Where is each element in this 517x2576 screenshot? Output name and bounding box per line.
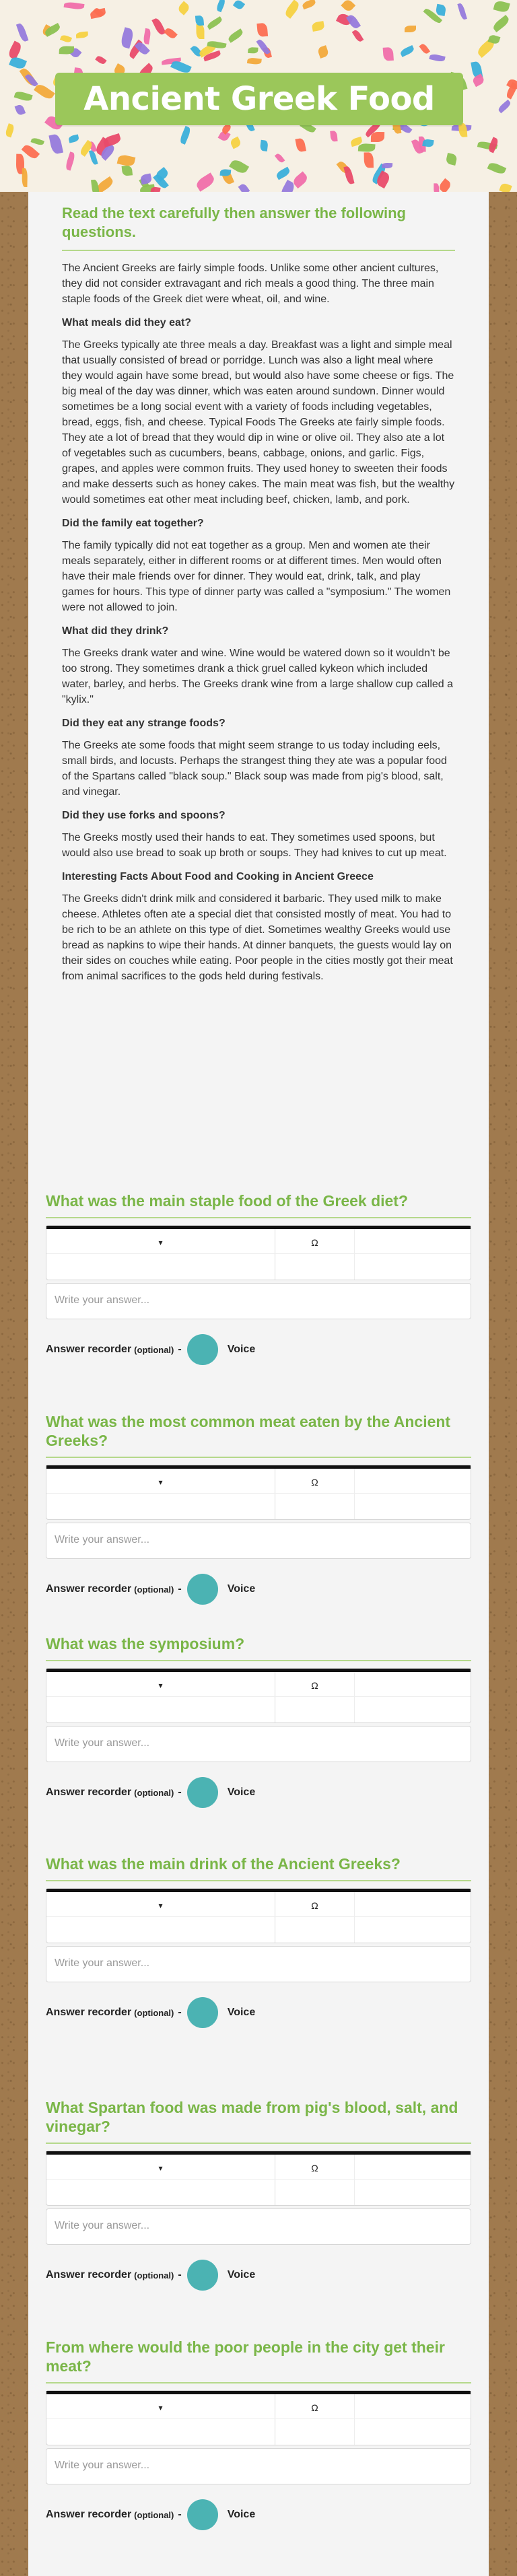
leaf-decoration (143, 28, 151, 45)
section-text: The Greeks didn't drink milk and considered it barbaric. They used milk to make cheese. Athletes often ate a special diet that consisted mostly of meat. You had to be rich to be an athlete on this type of diet. Sometimes wealthy Greeks would use bread as napkins to wipe their hands. At dinner banquets, the guests would lay on their sides on couches while eating. Poor people in the cities mostly got their meat from animal sacrifices to the gods held during festivals. (62, 893, 453, 982)
section-text: The Greeks ate some foods that might seem strange to us today including eels, small birds, and locusts. Perhaps the strangest thing they ate was a popular food of the Spartans called "black soup." Black soup was made from pig's blood, salt, and vinegar. (62, 740, 447, 798)
toolbar-divider (46, 1253, 471, 1254)
answer-recorder (46, 2499, 471, 2530)
format-dropdown[interactable] (46, 1229, 275, 1280)
leaf-decoration (233, 0, 245, 11)
toolbar-empty (355, 1229, 471, 1280)
leaf-decoration (197, 24, 205, 39)
editor-toolbar (46, 1889, 471, 1943)
toolbar-divider (46, 1916, 471, 1917)
special-characters-button[interactable] (275, 2394, 355, 2445)
answer-input[interactable]: Write your answer... (46, 1946, 471, 1982)
leaf-decoration (429, 53, 446, 63)
rich-text-editor[interactable] (46, 1465, 471, 1520)
omega-icon: Ω (311, 2162, 318, 2173)
section-text: The Greeks mostly used their hands to eat. They sometimes used spoons, but would also use bread to soak up broth or soups. They had knives to cut up meat. (62, 832, 447, 859)
recorder-dash: - (178, 1583, 182, 1595)
recorder-dash: - (178, 2007, 182, 2018)
answer-recorder (46, 1574, 471, 1605)
recorder-label: Answer recorder (46, 1786, 132, 1798)
leaf-decoration (499, 182, 512, 192)
rich-text-editor[interactable] (46, 1225, 471, 1280)
answer-input[interactable]: Write your answer... (46, 2208, 471, 2245)
leaf-decoration (317, 45, 329, 59)
leaf-decoration (364, 152, 374, 168)
leaf-decoration (229, 158, 249, 176)
rich-text-editor[interactable] (46, 2390, 471, 2445)
answer-input[interactable]: Write your answer... (46, 2448, 471, 2484)
leaf-decoration (22, 143, 40, 160)
answer-input[interactable]: Write your answer... (46, 1283, 471, 1319)
leaf-decoration (195, 173, 216, 192)
leaf-decoration (60, 34, 72, 43)
record-voice-button[interactable] (187, 2260, 218, 2291)
leaf-decoration (246, 57, 261, 65)
question-title: What Spartan food was made from pig's blood, salt, and vinegar? (46, 2098, 471, 2144)
answer-recorder (46, 1334, 471, 1365)
reading-passage (28, 192, 489, 984)
leaf-decoration (122, 165, 133, 176)
recorder-label: Answer recorder (46, 1344, 132, 1355)
recorder-dash: - (178, 1786, 182, 1798)
section-text: The Ancient Greeks are fairly simple foods. Unlike some other ancient cultures, they did not consider extravagant and rich meals a good thing. The three main staple foods of the Greek diet were wheat, oil, and wine. (62, 263, 439, 305)
leaf-decoration (487, 137, 499, 153)
leaf-decoration (275, 152, 285, 164)
leaf-decoration (119, 27, 135, 49)
answer-recorder (46, 1997, 471, 2028)
recorder-label: Answer recorder (46, 2007, 132, 2018)
section-text: The family typically did not eat together as a group. Men and women ate their meals separately, either in different rooms or at different times. Men would often have their male friends over for dinner. They would eat, drink, talk, and play games for hours. This type of dinner party was called a "symposium." The women were not allowed to join. (62, 540, 451, 613)
chevron-down-icon: ▾ (158, 2402, 163, 2412)
leaf-decoration (30, 137, 44, 146)
recorder-label: Answer recorder (46, 1583, 132, 1595)
leaf-decoration (260, 140, 268, 151)
answer-input[interactable]: Write your answer... (46, 1523, 471, 1559)
leaf-decoration (238, 183, 250, 192)
section-heading: Did they use forks and spoons? (62, 810, 226, 821)
leaf-decoration (493, 0, 510, 13)
voice-label: Voice (227, 1344, 256, 1355)
worksheet (28, 192, 489, 2576)
leaf-decoration (164, 27, 178, 40)
leaf-decoration (302, 0, 317, 9)
leaf-decoration (434, 183, 439, 192)
leaf-decoration (63, 1, 84, 10)
leaf-decoration (227, 28, 244, 42)
leaf-decoration (487, 162, 506, 176)
toolbar-divider (46, 2418, 471, 2419)
question-block (28, 1854, 489, 2028)
recorder-dash: - (178, 2509, 182, 2520)
header-banner (0, 0, 517, 192)
toolbar-empty (355, 1469, 471, 1519)
editor-toolbar (46, 2151, 471, 2205)
record-voice-button[interactable] (187, 2499, 218, 2530)
leaf-decoration (219, 168, 231, 176)
record-voice-button[interactable] (187, 1574, 218, 1605)
leaf-decoration (343, 166, 354, 184)
question-title: What was the most common meat eaten by the Ancient Greeks? (46, 1412, 471, 1458)
leaf-decoration (436, 4, 446, 16)
omega-icon: Ω (311, 1900, 318, 1911)
recorder-label: Answer recorder (46, 2509, 132, 2520)
toolbar-empty (355, 2394, 471, 2445)
section-heading: Interesting Facts About Food and Cooking in Ancient Greece (62, 871, 374, 882)
leaf-decoration (383, 47, 394, 61)
recorder-optional-label: (optional) (134, 1344, 174, 1355)
leaf-decoration (419, 42, 430, 55)
leaf-decoration (215, 0, 226, 12)
leaf-decoration (491, 15, 511, 32)
format-dropdown[interactable] (46, 1469, 275, 1519)
chevron-down-icon: ▾ (158, 1900, 163, 1910)
leaf-decoration (405, 26, 417, 32)
passage-body (62, 260, 455, 984)
format-dropdown[interactable] (46, 2155, 275, 2205)
instruction-heading: Read the text carefully then answer the following questions. (62, 192, 455, 251)
recorder-optional-label: (optional) (134, 2007, 174, 2018)
leaf-decoration (352, 29, 364, 43)
recorder-label: Answer recorder (46, 2269, 132, 2281)
record-voice-button[interactable] (187, 1997, 218, 2028)
section-heading: What meals did they eat? (62, 317, 192, 328)
question-block (28, 2098, 489, 2291)
toolbar-empty (355, 2155, 471, 2205)
editor-toolbar (46, 1226, 471, 1280)
question-title: What was the main staple food of the Greek diet? (46, 1191, 471, 1218)
leaf-decoration (357, 143, 375, 152)
leaf-decoration (90, 8, 106, 19)
recorder-optional-label: (optional) (134, 1584, 174, 1595)
recorder-optional-label: (optional) (134, 2509, 174, 2520)
record-voice-button[interactable] (187, 1334, 218, 1365)
leaf-decoration (65, 151, 76, 170)
voice-label: Voice (227, 2007, 256, 2018)
toolbar-divider (46, 1696, 471, 1697)
voice-label: Voice (227, 2269, 256, 2281)
question-block (28, 2338, 489, 2530)
answer-recorder (46, 2260, 471, 2291)
recorder-dash: - (178, 2269, 182, 2281)
toolbar-empty (355, 1892, 471, 1943)
leaf-decoration (382, 162, 392, 168)
leaf-decoration (346, 13, 361, 30)
question-block (28, 1412, 489, 1605)
leaf-decoration (176, 1, 191, 15)
answer-input[interactable]: Write your answer... (46, 1726, 471, 1762)
recorder-optional-label: (optional) (134, 2270, 174, 2281)
leaf-decoration (151, 18, 166, 36)
omega-icon: Ω (311, 1476, 318, 1488)
leaf-decoration (422, 138, 434, 147)
leaf-decoration (15, 103, 26, 116)
record-voice-button[interactable] (187, 1777, 218, 1808)
chevron-down-icon: ▾ (158, 1237, 163, 1247)
rich-text-editor[interactable] (46, 1888, 471, 1943)
leaf-decoration (206, 17, 223, 30)
toolbar-divider (46, 2179, 471, 2180)
answer-recorder (46, 1777, 471, 1808)
section-heading: What did they drink? (62, 625, 169, 637)
special-characters-button[interactable] (275, 1469, 355, 1519)
toolbar-empty (355, 1672, 471, 1722)
section-heading: Did the family eat together? (62, 518, 204, 529)
page-title: Ancient Greek Food (83, 80, 435, 118)
rich-text-editor[interactable] (46, 2151, 471, 2206)
section-heading: Did they eat any strange foods? (62, 718, 226, 729)
editor-toolbar (46, 1465, 471, 1519)
omega-icon: Ω (311, 1237, 318, 1248)
leaf-decoration (15, 22, 28, 42)
question-title: What was the symposium? (46, 1634, 471, 1661)
voice-label: Voice (227, 1786, 256, 1798)
recorder-optional-label: (optional) (134, 1787, 174, 1798)
leaf-decoration (438, 178, 453, 192)
leaf-decoration (195, 15, 204, 26)
question-title: From where would the poor people in the city get their meat? (46, 2338, 471, 2383)
leaf-decoration (34, 83, 55, 102)
question-block (28, 1191, 489, 1365)
leaf-decoration (330, 131, 338, 142)
voice-label: Voice (227, 2509, 256, 2520)
leaf-decoration (5, 123, 15, 137)
leaf-decoration (312, 22, 325, 32)
leaf-decoration (230, 137, 242, 149)
voice-label: Voice (227, 1583, 256, 1595)
leaf-decoration (283, 0, 301, 19)
leaf-decoration (75, 31, 88, 38)
format-dropdown[interactable] (46, 1672, 275, 1722)
leaf-decoration (497, 100, 512, 114)
chevron-down-icon: ▾ (158, 1477, 163, 1487)
leaf-decoration (275, 166, 291, 180)
chevron-down-icon: ▾ (158, 2163, 163, 2173)
leaf-decoration (49, 134, 63, 155)
toolbar-divider (46, 1493, 471, 1494)
leaf-decoration (399, 45, 415, 57)
leaf-decoration (179, 126, 192, 145)
leaf-decoration (140, 173, 152, 184)
recorder-dash: - (178, 1344, 182, 1355)
question-block (28, 1634, 489, 1808)
question-title: What was the main drink of the Ancient Greeks? (46, 1854, 471, 1881)
omega-icon: Ω (311, 2402, 318, 2413)
leaf-decoration (296, 138, 307, 153)
leaf-decoration (22, 169, 28, 188)
leaf-decoration (446, 153, 458, 166)
leaf-decoration (150, 186, 160, 192)
leaf-decoration (68, 135, 79, 143)
leaf-decoration (95, 55, 106, 65)
leaf-decoration (371, 132, 385, 142)
format-dropdown[interactable] (46, 1892, 275, 1943)
special-characters-button[interactable] (275, 2155, 355, 2205)
special-characters-button[interactable] (275, 1892, 355, 1943)
editor-toolbar (46, 1669, 471, 1722)
special-characters-button[interactable] (275, 1229, 355, 1280)
title-box (55, 73, 463, 125)
format-dropdown[interactable] (46, 2394, 275, 2445)
leaf-decoration (341, 0, 355, 13)
leaf-decoration (59, 45, 74, 54)
chevron-down-icon: ▾ (158, 1680, 163, 1690)
omega-icon: Ω (311, 1679, 318, 1691)
special-characters-button[interactable] (275, 1672, 355, 1722)
section-text: The Greeks drank water and wine. Wine would be watered down so it wouldn't be too strong. They sometimes drank a thick gruel called kykeon which included water, barley, and herbs. The Greeks drank wine from a large shallow cup called a "kylix." (62, 648, 454, 705)
section-text: The Greeks typically ate three meals a day. Breakfast was a light and simple meal that usually consisted of bread or porridge. Lunch was also a light meal where they would again have some bread, but would also have some cheese or figs. The big meal of the day was dinner, which was eaten around sundown. Dinner would sometimes be a long social event with a variety of foods including vegetables, bread, eggs, fish, and cheese. Typical Foods The Greeks ate fairly simple foods. They ate a lot of bread that they would dip in wine or olive oil. They also ate a lot of vegetables such as cucumbers, beans, cabbage, onions, and garlic. Figs, grapes, and apples were common fruits. They used honey to sweeten their foods and make desserts such as honey cakes. The main meat was fish, but the wealthy would sometimes eat other meat including beef, chicken, lamb, and pork. (62, 339, 455, 506)
leaf-decoration (14, 91, 33, 103)
rich-text-editor[interactable] (46, 1668, 471, 1723)
editor-toolbar (46, 2391, 471, 2445)
leaf-decoration (457, 3, 467, 20)
leaf-decoration (248, 46, 258, 53)
leaf-decoration (257, 23, 268, 37)
